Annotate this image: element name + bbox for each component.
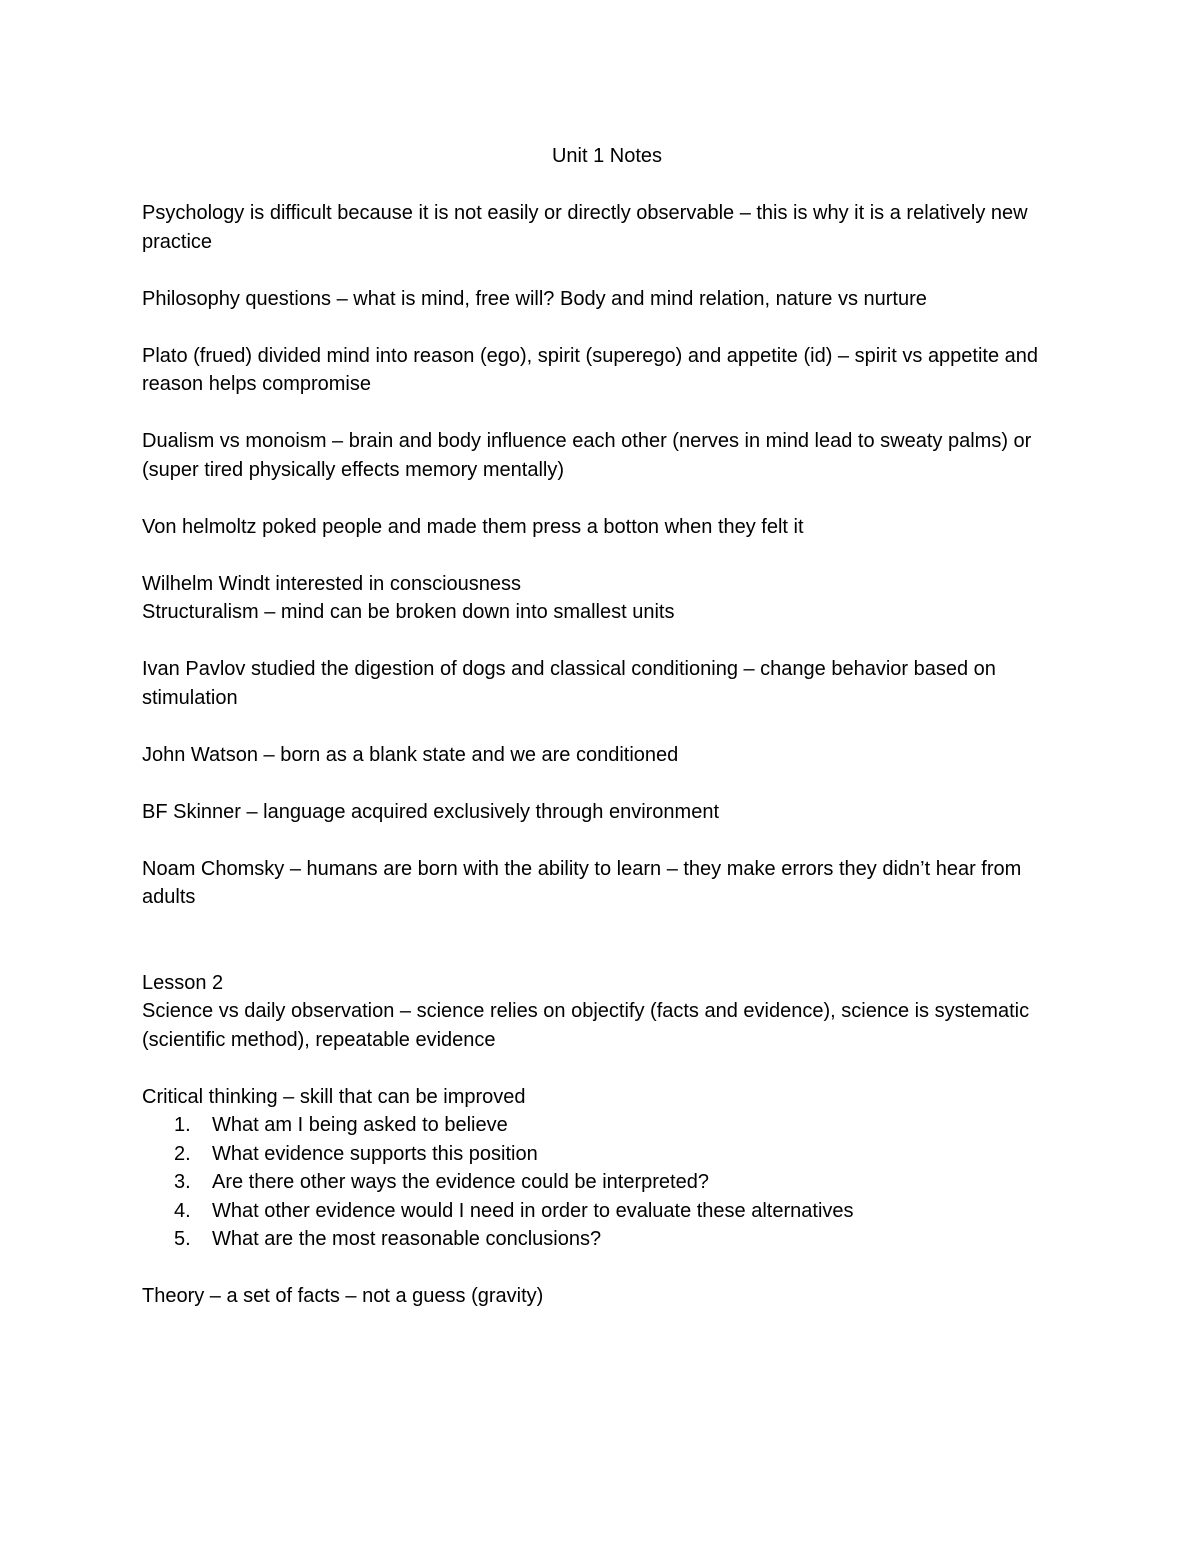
note-helmholtz: Von helmoltz poked people and made them press a botton when they felt it [142,515,804,538]
note-philosophy: Philosophy questions – what is mind, free will? Body and mind relation, nature vs nurture [142,287,927,310]
note-watson: John Watson – born as a blank state and we are conditioned [142,743,679,766]
note-chomsky: Noam Chomsky – humans are born with the ability to learn – they make errors they didn’t hear from adults [142,857,1022,908]
list-item: 4. What other evidence would I need in order to evaluate these alternatives [174,1199,854,1222]
list-item: 5. What are the most reasonable conclusions? [174,1228,602,1250]
critical-thinking-list [142,1111,1072,1254]
document-title: Unit 1 Notes [551,145,663,167]
note-psychology: Psychology is difficult because it is not easily or directly observable – this is why it is a relatively new practice [142,202,1028,253]
document-body [142,142,1072,1339]
note-wundt: Wilhelm Windt interested in consciousness [142,572,522,595]
lesson2-block [142,969,1072,1055]
lesson2-heading: Lesson 2 [142,971,224,994]
critical-thinking-block [142,1083,1072,1254]
note-plato: Plato (frued) divided mind into reason (ego), spirit (superego) and appetite (id) – spirit vs appetite and reason helps compromise [142,344,1039,395]
list-item: 2. What evidence supports this position [174,1142,538,1165]
note-dualism: Dualism vs monoism – brain and body influence each other (nerves in mind lead to sweaty palms) or (super tired physically effects memory mentally) [142,430,1032,481]
note-science: Science vs daily observation – science relies on objectify (facts and evidence), science is systematic (scientific method), repeatable evidence [142,1000,1030,1051]
list-item: 1. What am I being asked to believe [174,1114,508,1136]
blank-line [142,940,1072,969]
note-theory: Theory – a set of facts – not a guess (gravity) [142,1285,544,1307]
note-structuralism: Structuralism – mind can be broken down into smallest units [142,601,675,623]
critical-thinking-heading: Critical thinking – skill that can be improved [142,1085,526,1108]
list-item: 3. Are there other ways the evidence could be interpreted? [174,1171,709,1193]
note-pavlov: Ivan Pavlov studied the digestion of dogs and classical conditioning – change behavior based on stimulation [142,658,996,709]
note-skinner: BF Skinner – language acquired exclusively through environment [142,800,720,823]
note-wundt-block [142,570,1072,627]
